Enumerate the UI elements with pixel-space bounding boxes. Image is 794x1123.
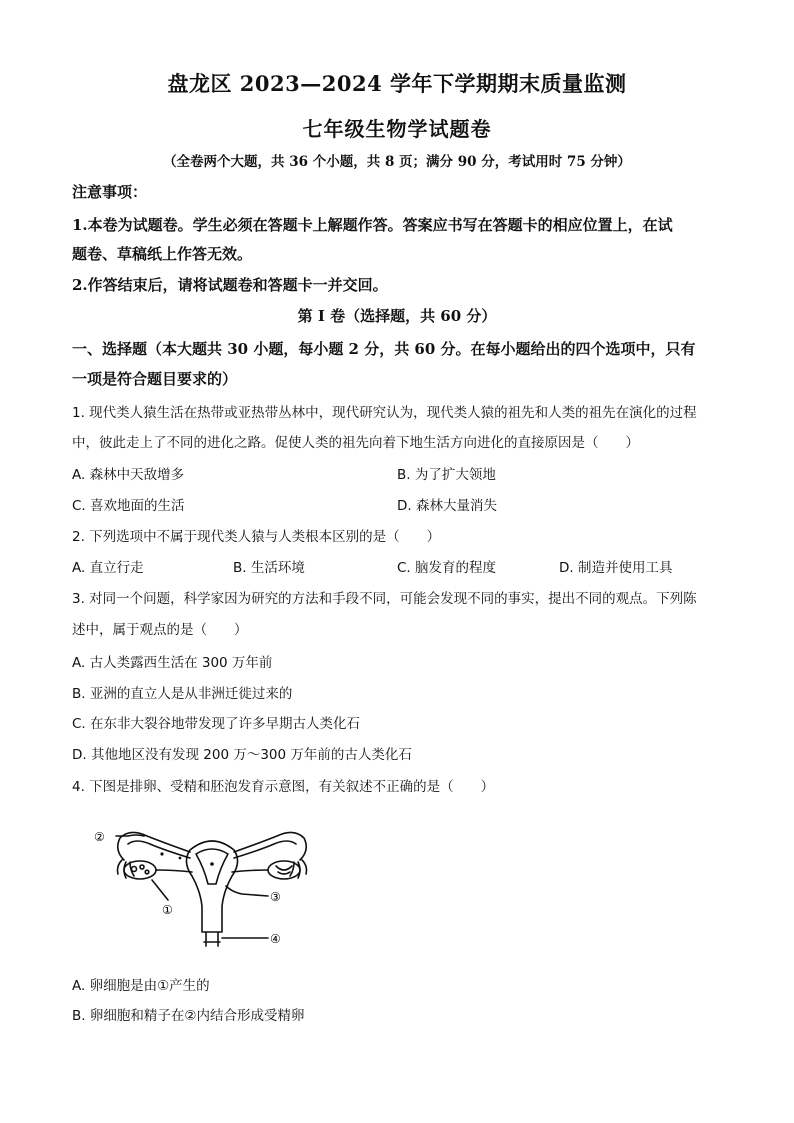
q2-option-d: D. 制造并使用工具 — [559, 560, 673, 576]
q1-stem-line-2: 中，彼此走上了不同的进化之路。促使人类的祖先向着下地生活方向进化的直接原因是（ ） — [72, 435, 639, 451]
q1-option-c: C. 喜欢地面的生活 — [72, 498, 185, 514]
q2-option-b: B. 生活环境 — [233, 560, 305, 576]
q3-stem-line-1: 3. 对同一个问题，科学家因为研究的方法和手段不同，可能会发现不同的事实，提出不同的观点。下列陈 — [72, 591, 697, 607]
label-1: ① — [162, 903, 173, 917]
q2-option-a: A. 直立行走 — [72, 560, 144, 576]
exam-info: （全卷两个大题，共 36 个小题，共 8 页；满分 90 分，考试用时 75 分钟） — [163, 154, 631, 170]
q4-stem: 4. 下图是排卵、受精和胚泡发育示意图，有关叙述不正确的是（ ） — [72, 779, 495, 795]
q1-stem-line-1: 1. 现代类人猿生活在热带或亚热带丛林中，现代研究认为，现代类人猿的祖先和人类的祖先在演化的过程 — [72, 405, 697, 421]
uterus-outline — [186, 841, 237, 932]
label-3: ③ — [270, 890, 281, 904]
left-ovary — [124, 861, 156, 879]
uterine-cavity — [196, 849, 228, 884]
notes-item-1-line-2: 题卷、草稿纸上作答无效。 — [72, 245, 253, 263]
vagina-outline — [204, 932, 220, 946]
label-4: ④ — [270, 932, 281, 946]
exam-title: 盘龙区 2023—2024 学年下学期期末质量监测 — [167, 71, 627, 96]
reproductive-system-figure — [92, 814, 332, 956]
section-heading-line-1: 一、选择题（本大题共 30 小题，每小题 2 分，共 60 分。在每小题给出的四个选项中，只有 — [72, 340, 696, 358]
q2-option-c: C. 脑发育的程度 — [397, 560, 497, 576]
q3-stem-line-2: 述中，属于观点的是（ ） — [72, 622, 248, 638]
exam-subtitle: 七年级生物学试题卷 — [302, 117, 492, 141]
q3-option-c: C. 在东非大裂谷地带发现了许多早期古人类化石 — [72, 716, 361, 732]
q3-option-a: A. 古人类露西生活在 300 万年前 — [72, 655, 273, 671]
q3-option-d: D. 其他地区没有发现 200 万～300 万年前的古人类化石 — [72, 747, 412, 763]
q2-stem: 2. 下列选项中不属于现代类人猿与人类根本区别的是（ ） — [72, 529, 441, 545]
label-2: ② — [94, 830, 105, 844]
q1-option-d: D. 森林大量消失 — [397, 498, 497, 514]
q3-option-b: B. 亚洲的直立人是从非洲迁徙过来的 — [72, 686, 293, 702]
leader-line-3 — [226, 886, 268, 896]
leader-line-1 — [152, 880, 168, 900]
q4-option-a: A. 卵细胞是由①产生的 — [72, 978, 210, 994]
part1-heading: 第 I 卷（选择题，共 60 分） — [297, 307, 497, 325]
q1-option-b: B. 为了扩大领地 — [397, 467, 496, 483]
section-heading-line-2: 一项是符合题目要求的） — [72, 370, 238, 388]
q4-option-b: B. 卵细胞和精子在②内结合形成受精卵 — [72, 1008, 305, 1024]
leader-line-2 — [116, 835, 144, 836]
notes-item-2: 2.作答结束后，请将试题卷和答题卡一并交回。 — [72, 276, 388, 294]
q1-option-a: A. 森林中天敌增多 — [72, 467, 185, 483]
notes-item-1-line-1: 1.本卷为试题卷。学生必须在答题卡上解题作答。答案应书写在答题卡的相应位置上，在试 — [72, 216, 673, 234]
notes-heading: 注意事项： — [72, 183, 148, 201]
